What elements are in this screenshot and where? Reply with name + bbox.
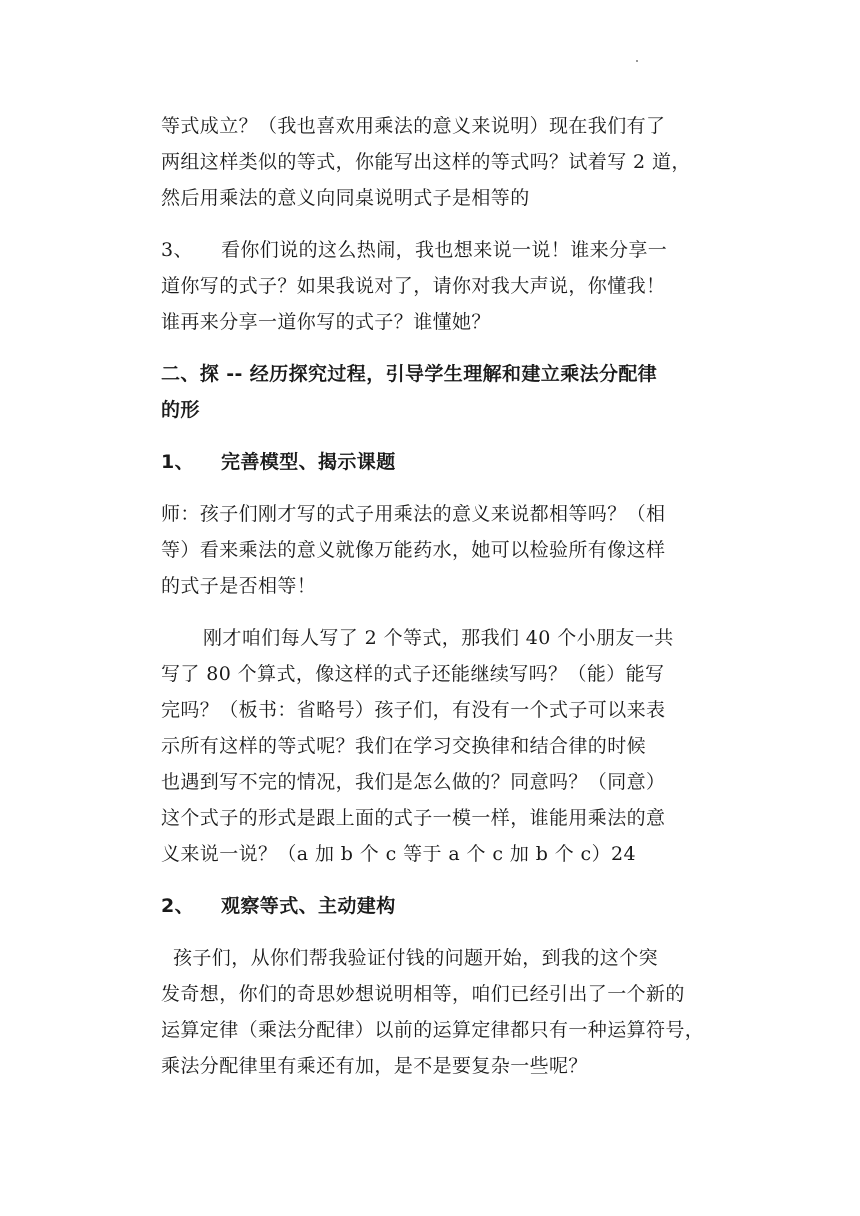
paragraph-line: 示所有这样的等式呢？我们在学习交换律和结合律的时候 <box>161 735 647 757</box>
paragraph-line: 发奇想，你们的奇思妙想说明相等，咱们已经引出了一个新的 <box>161 983 685 1005</box>
paragraph-5 <box>161 940 723 1084</box>
heading-line: 的形 <box>161 399 200 421</box>
paragraph-line: 刚才咱们每人写了 2 个等式，那我们 40 个小朋友一共 <box>203 627 674 649</box>
paragraph-1 <box>161 108 723 216</box>
document-content <box>161 108 723 1084</box>
subsection-heading-2 <box>161 888 723 924</box>
paragraph-line: 等）看来乘法的意义就像万能药水，她可以检验所有像这样 <box>161 539 666 561</box>
page-dot-mark <box>636 60 638 62</box>
paragraph-line: 也遇到写不完的情况，我们是怎么做的？同意吗？（同意） <box>161 771 666 793</box>
item-number: 3、 <box>161 239 193 261</box>
paragraph-2 <box>161 232 723 340</box>
subsection-title: 观察等式、主动建构 <box>221 895 396 917</box>
subsection-title: 完善模型、揭示课题 <box>221 451 396 473</box>
paragraph-line: 等式成立？（我也喜欢用乘法的意义来说明）现在我们有了 <box>161 115 666 137</box>
paragraph-4 <box>161 620 723 872</box>
paragraph-line: 乘法分配律里有乘还有加，是不是要复杂一些呢？ <box>161 1055 588 1077</box>
subsection-heading-1 <box>161 444 723 480</box>
paragraph-line: 道你写的式子？如果我说对了，请你对我大声说，你懂我！ <box>161 275 666 297</box>
item-number: 1、 <box>161 451 195 473</box>
item-number: 2、 <box>161 895 195 917</box>
paragraph-line: 完吗？（板书：省略号）孩子们，有没有一个式子可以来表 <box>161 699 666 721</box>
paragraph-line: 然后用乘法的意义向同桌说明式子是相等的 <box>161 187 530 209</box>
paragraph-line: 两组这样类似的等式，你能写出这样的等式吗？试着写 2 道， <box>161 151 691 173</box>
paragraph-line: 义来说一说？（a 加 b 个 c 等于 a 个 c 加 b 个 c）24 <box>161 843 636 865</box>
paragraph-3 <box>161 496 723 604</box>
paragraph-line: 看你们说的这么热闹，我也想来说一说！谁来分享一 <box>221 239 668 261</box>
paragraph-line: 孩子们，从你们帮我验证付钱的问题开始，到我的这个突 <box>173 947 659 969</box>
paragraph-line: 师：孩子们刚才写的式子用乘法的意义来说都相等吗？（相 <box>161 503 666 525</box>
paragraph-line: 谁再来分享一道你写的式子？谁懂她？ <box>161 311 491 333</box>
paragraph-line: 的式子是否相等！ <box>161 575 317 597</box>
heading-line: 二、探 -- 经历探究过程，引导学生理解和建立乘法分配律 <box>161 363 658 385</box>
paragraph-line: 运算定律（乘法分配律）以前的运算定律都只有一种运算符号， <box>161 1019 705 1041</box>
section-heading <box>161 356 723 428</box>
paragraph-line: 这个式子的形式是跟上面的式子一模一样，谁能用乘法的意 <box>161 807 666 829</box>
paragraph-line: 写了 80 个算式，像这样的式子还能继续写吗？（能）能写 <box>161 663 665 685</box>
